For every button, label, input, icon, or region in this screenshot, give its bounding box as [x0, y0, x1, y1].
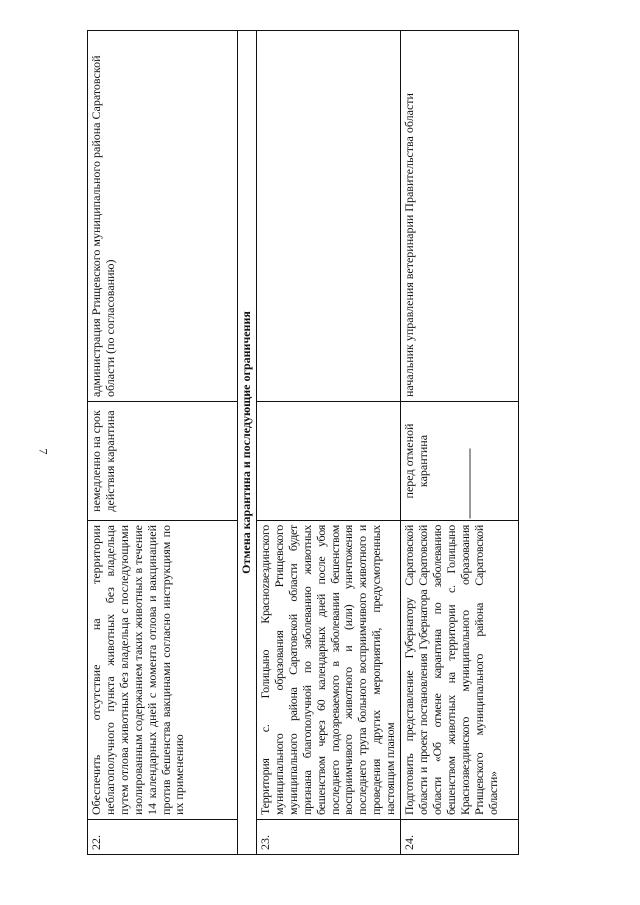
row-task: Обеспечить отсутствие на территории неблагополучного пункта животных без владельца путем отлова животных без владельца с последующими изолированным содержанием таких животных в течение 14 календарных дней с момента отлова и вакцинацией против бешенства вакцинами согласно инструкциям по их применению	[88, 521, 238, 820]
row-number: 23.	[257, 820, 401, 855]
row-term: немедленно на срок действия карантина	[88, 402, 238, 521]
measures-table-container	[87, 30, 511, 855]
row-responsible: администрация Ртищевского муниципального района Саратовской области (по согласованию)	[88, 31, 238, 402]
signature-line	[470, 449, 471, 519]
row-number: 24.	[401, 820, 519, 855]
section-header-row	[238, 31, 257, 855]
table-row	[401, 31, 519, 855]
table-row	[257, 31, 401, 855]
table-row	[88, 31, 238, 855]
page-number: 7	[36, 448, 51, 455]
row-term: перед отменой карантина	[401, 402, 519, 521]
row-responsible: начальник управления ветеринарии Правительства области	[401, 31, 519, 402]
measures-table	[87, 30, 519, 855]
row-responsible	[257, 31, 401, 402]
row-term	[257, 402, 401, 521]
row-task: Подготовить представление Губернатору Саратовской области и проект постановления Губернатора Саратовской области «Об отмене карантина по заболеванию бешенством животных на территории с. Голицыно Краснозвездинского муниципального образования Ртищевского муниципального района Саратовской области»	[401, 521, 519, 820]
row-number: 22.	[88, 820, 238, 855]
section-header: Отмена карантина и последующие ограничения	[238, 31, 257, 855]
row-task: Территория с. Голицыно Красноzвездинского муниципального образования Ртищевского муниципального района Саратовской области будет признана благополучной по заболеванию животных бешенством через 60 календарных дней после убоя последнего подозреваемого в заболевании бешенством восприимчивого животного и (или) уничтожения последнего трупа больного восприимчивого животного и проведения других мероприятий, предусмотренных настоящим планом	[257, 521, 401, 820]
